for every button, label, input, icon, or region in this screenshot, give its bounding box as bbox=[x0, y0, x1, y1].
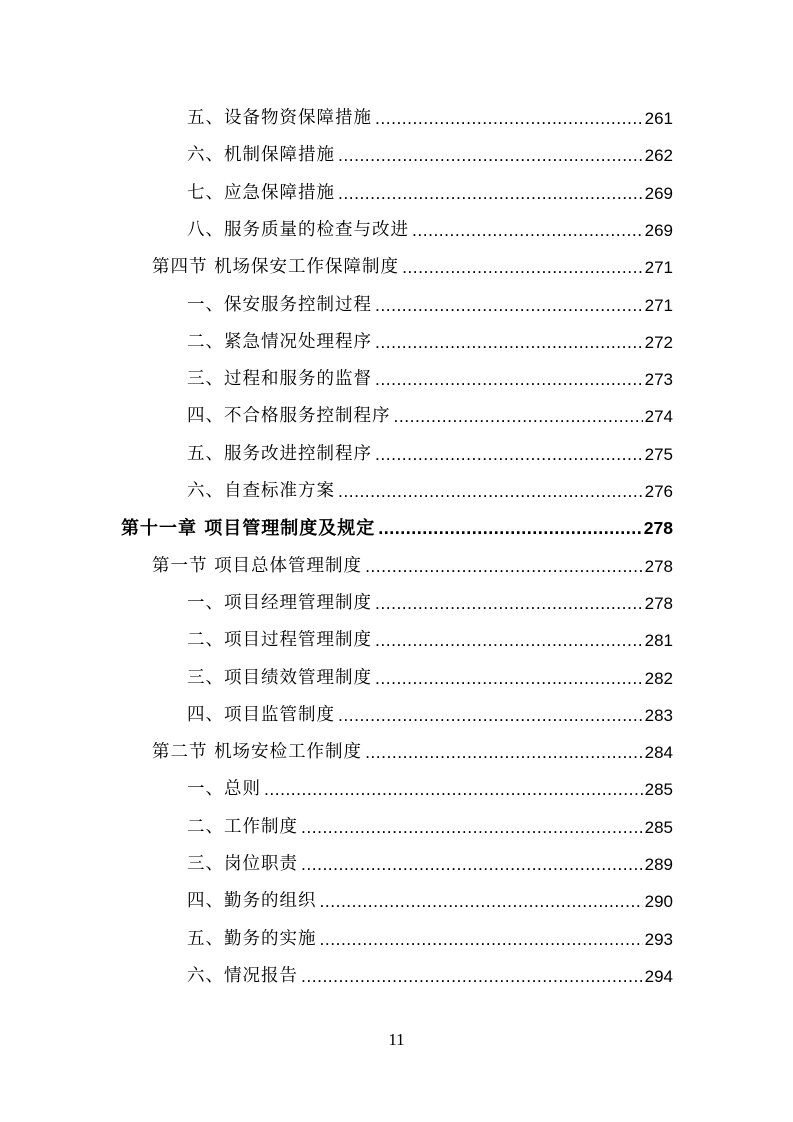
toc-entry-item[interactable] bbox=[187, 585, 673, 622]
toc-entry-page: 285 bbox=[644, 780, 673, 800]
dot-leader bbox=[375, 287, 643, 324]
dot-leader bbox=[365, 548, 643, 585]
toc-entry-title: 一、总则 bbox=[187, 779, 261, 800]
toc-entry-item[interactable] bbox=[187, 473, 673, 510]
page-number: 11 bbox=[388, 1030, 405, 1049]
toc-entry-page: 276 bbox=[644, 482, 673, 501]
toc-entry-title: 六、情况报告 bbox=[187, 965, 298, 986]
dot-leader bbox=[375, 660, 643, 697]
dot-leader bbox=[338, 473, 643, 510]
toc-entry-item[interactable] bbox=[187, 100, 673, 137]
toc-entry-title: 六、自查标准方案 bbox=[187, 481, 335, 501]
dot-leader bbox=[375, 361, 643, 398]
toc-entry-title: 三、过程和服务的监督 bbox=[187, 369, 372, 390]
toc-entry-page: 289 bbox=[644, 855, 673, 874]
toc-entry-item[interactable] bbox=[187, 324, 673, 361]
dot-leader bbox=[412, 212, 643, 249]
toc-entry-page: 278 bbox=[643, 518, 673, 539]
toc-entry-title: 八、服务质量的检查与改进 bbox=[187, 219, 409, 240]
toc-entry-page: 293 bbox=[644, 929, 673, 949]
dot-leader bbox=[301, 809, 643, 846]
toc-entry-title: 四、项目监管制度 bbox=[187, 704, 335, 725]
toc-entry-section[interactable] bbox=[152, 249, 673, 286]
dot-leader bbox=[338, 697, 643, 734]
toc-entry-title: 第二节 机场安检工作制度 bbox=[152, 742, 363, 763]
toc-entry-title: 二、紧急情况处理程序 bbox=[187, 331, 372, 352]
toc-entry-page: 269 bbox=[644, 220, 673, 240]
dot-leader bbox=[301, 846, 643, 883]
toc-entry-item[interactable] bbox=[187, 436, 673, 473]
toc-entry-item[interactable] bbox=[187, 212, 673, 249]
toc-entry-title: 一、保安服务控制过程 bbox=[187, 294, 372, 315]
toc-entry-item[interactable] bbox=[187, 958, 673, 995]
toc-entry-page: 274 bbox=[644, 407, 673, 427]
toc-entry-page: 275 bbox=[644, 444, 673, 464]
toc-entry-page: 282 bbox=[644, 668, 673, 688]
toc-entry-page: 281 bbox=[644, 631, 673, 651]
toc-entry-page: 283 bbox=[644, 705, 673, 725]
dot-leader bbox=[375, 585, 643, 622]
toc-entry-page: 269 bbox=[644, 183, 673, 203]
toc-entry-title: 二、工作制度 bbox=[187, 816, 298, 837]
dot-leader bbox=[375, 622, 643, 659]
toc-entry-page: 262 bbox=[644, 146, 673, 166]
toc-entry-title: 第十一章 项目管理制度及规定 bbox=[121, 518, 376, 540]
toc-entry-page: 272 bbox=[644, 332, 673, 352]
toc-entry-page: 284 bbox=[644, 743, 673, 763]
toc-entry-item[interactable] bbox=[187, 883, 673, 920]
toc-entry-title: 三、岗位职责 bbox=[187, 854, 298, 874]
toc-entry-item[interactable] bbox=[187, 137, 673, 174]
toc-entry-title: 第一节 项目总体管理制度 bbox=[152, 555, 363, 576]
toc-entry-item[interactable] bbox=[187, 361, 673, 398]
toc-entry-page: 271 bbox=[644, 258, 673, 278]
dot-leader bbox=[402, 249, 643, 286]
toc-entry-page: 294 bbox=[644, 966, 673, 986]
toc-entry-title: 七、应急保障措施 bbox=[187, 182, 335, 203]
toc-entry-item[interactable] bbox=[187, 921, 673, 958]
toc-entry-page: 278 bbox=[644, 593, 673, 613]
toc-entry-page: 271 bbox=[644, 295, 673, 315]
toc-entry-item[interactable] bbox=[187, 697, 673, 734]
toc-entry-item[interactable] bbox=[187, 846, 673, 883]
toc-entry-title: 二、项目过程管理制度 bbox=[187, 630, 372, 651]
toc-entry-title: 五、勤务的实施 bbox=[187, 928, 317, 949]
toc-entry-page: 278 bbox=[644, 556, 673, 576]
dot-leader bbox=[320, 883, 643, 920]
dot-leader bbox=[394, 398, 643, 435]
toc-entry-page: 290 bbox=[644, 892, 673, 912]
toc-entry-title: 第四节 机场保安工作保障制度 bbox=[152, 257, 400, 278]
toc-entry-title: 一、项目经理管理制度 bbox=[187, 592, 372, 613]
dot-leader bbox=[320, 921, 643, 958]
dot-leader bbox=[375, 100, 643, 137]
toc-entry-title: 四、不合格服务控制程序 bbox=[187, 406, 391, 427]
toc-entry-title: 六、机制保障措施 bbox=[187, 145, 335, 166]
toc-entry-item[interactable] bbox=[187, 175, 673, 212]
dot-leader bbox=[375, 436, 643, 473]
dot-leader bbox=[375, 324, 643, 361]
toc-entry-item[interactable] bbox=[187, 622, 673, 659]
toc-entry-title: 三、项目绩效管理制度 bbox=[187, 667, 372, 688]
toc-entry-item[interactable] bbox=[187, 771, 673, 808]
toc-entry-page: 273 bbox=[644, 370, 673, 390]
dot-leader bbox=[338, 175, 643, 212]
dot-leader bbox=[264, 771, 643, 808]
dot-leader bbox=[378, 510, 642, 547]
toc-entry-title: 五、设备物资保障措施 bbox=[187, 108, 372, 128]
dot-leader bbox=[301, 958, 643, 995]
toc-entry-item[interactable] bbox=[187, 809, 673, 846]
toc-entry-section[interactable] bbox=[152, 734, 673, 771]
toc-entry-page: 261 bbox=[644, 109, 673, 128]
toc-entry-chapter[interactable] bbox=[121, 510, 673, 547]
toc-entry-item[interactable] bbox=[187, 660, 673, 697]
dot-leader bbox=[365, 734, 643, 771]
toc-entry-item[interactable] bbox=[187, 287, 673, 324]
toc-entry-section[interactable] bbox=[152, 548, 673, 585]
toc-entry-title: 四、勤务的组织 bbox=[187, 891, 317, 912]
toc-entry-page: 285 bbox=[644, 817, 673, 837]
toc-entry-item[interactable] bbox=[187, 398, 673, 435]
dot-leader bbox=[338, 137, 643, 174]
toc-entry-title: 五、服务改进控制程序 bbox=[187, 443, 372, 464]
